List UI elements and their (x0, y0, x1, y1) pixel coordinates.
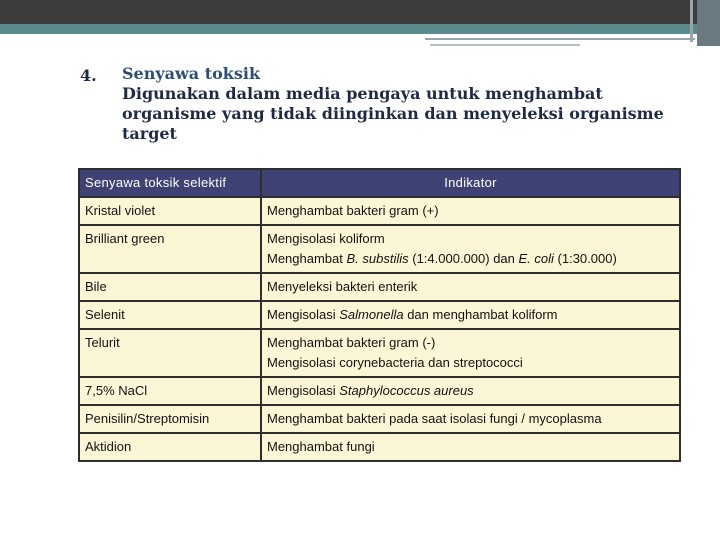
indicator-line: Menghambat bakteri gram (-) (267, 335, 436, 350)
header-corner-block (697, 0, 720, 46)
indicator-cell (261, 405, 680, 433)
indicator-line: Mengisolasi koliform (267, 231, 385, 246)
indicator-cell (261, 301, 680, 329)
compound-cell: Aktidion (79, 433, 261, 461)
item-description: Digunakan dalam media pengaya untuk menghambat organisme yang tidak diinginkan dan menyeleksi organisme target (122, 84, 664, 143)
compound-cell: Kristal violet (79, 197, 261, 225)
indicator-cell (261, 329, 680, 377)
indicator-cell (261, 225, 680, 273)
indicator-cell (261, 197, 680, 225)
header-divider-line-short (430, 44, 580, 46)
indicator-line: Menghambat bakteri gram (+) (267, 203, 439, 218)
header-bar-accent (0, 24, 720, 34)
item-number: 4. (80, 66, 97, 85)
table-header-row (79, 169, 680, 197)
indicator-line: Menghambat bakteri pada saat isolasi fungi / mycoplasma (267, 411, 602, 426)
table-row (79, 433, 680, 461)
header-compound: Senyawa toksik selektif (79, 169, 261, 197)
indicator-line: Mengisolasi Salmonella dan menghambat koliform (267, 307, 558, 322)
compound-cell: Bile (79, 273, 261, 301)
item-title: Senyawa toksik (122, 64, 261, 83)
table-row (79, 225, 680, 273)
compound-cell: Telurit (79, 329, 261, 377)
toxic-compounds-table (78, 168, 681, 462)
header-indicator: Indikator (261, 169, 680, 197)
table-row (79, 273, 680, 301)
indicator-cell (261, 433, 680, 461)
indicator-cell (261, 273, 680, 301)
indicator-line: Menyeleksi bakteri enterik (267, 279, 418, 294)
indicator-line: Menghambat B. substilis (1:4.000.000) dan E. coli (1:30.000) (267, 251, 617, 266)
indicator-line: Mengisolasi corynebacteria dan streptococci (267, 355, 523, 370)
item-heading (122, 64, 702, 144)
indicator-line: Mengisolasi Staphylococcus aureus (267, 383, 474, 398)
header-bar-dark (0, 0, 720, 24)
header-divider-line (425, 38, 695, 40)
table-row (79, 301, 680, 329)
compound-cell: Penisilin/Streptomisin (79, 405, 261, 433)
compound-cell: 7,5% NaCl (79, 377, 261, 405)
compound-cell: Brilliant green (79, 225, 261, 273)
table-row (79, 329, 680, 377)
indicator-cell (261, 377, 680, 405)
header-corner-line (690, 0, 693, 42)
indicator-line: Menghambat fungi (267, 439, 375, 454)
table-row (79, 197, 680, 225)
table-row (79, 377, 680, 405)
compound-cell: Selenit (79, 301, 261, 329)
table-row (79, 405, 680, 433)
